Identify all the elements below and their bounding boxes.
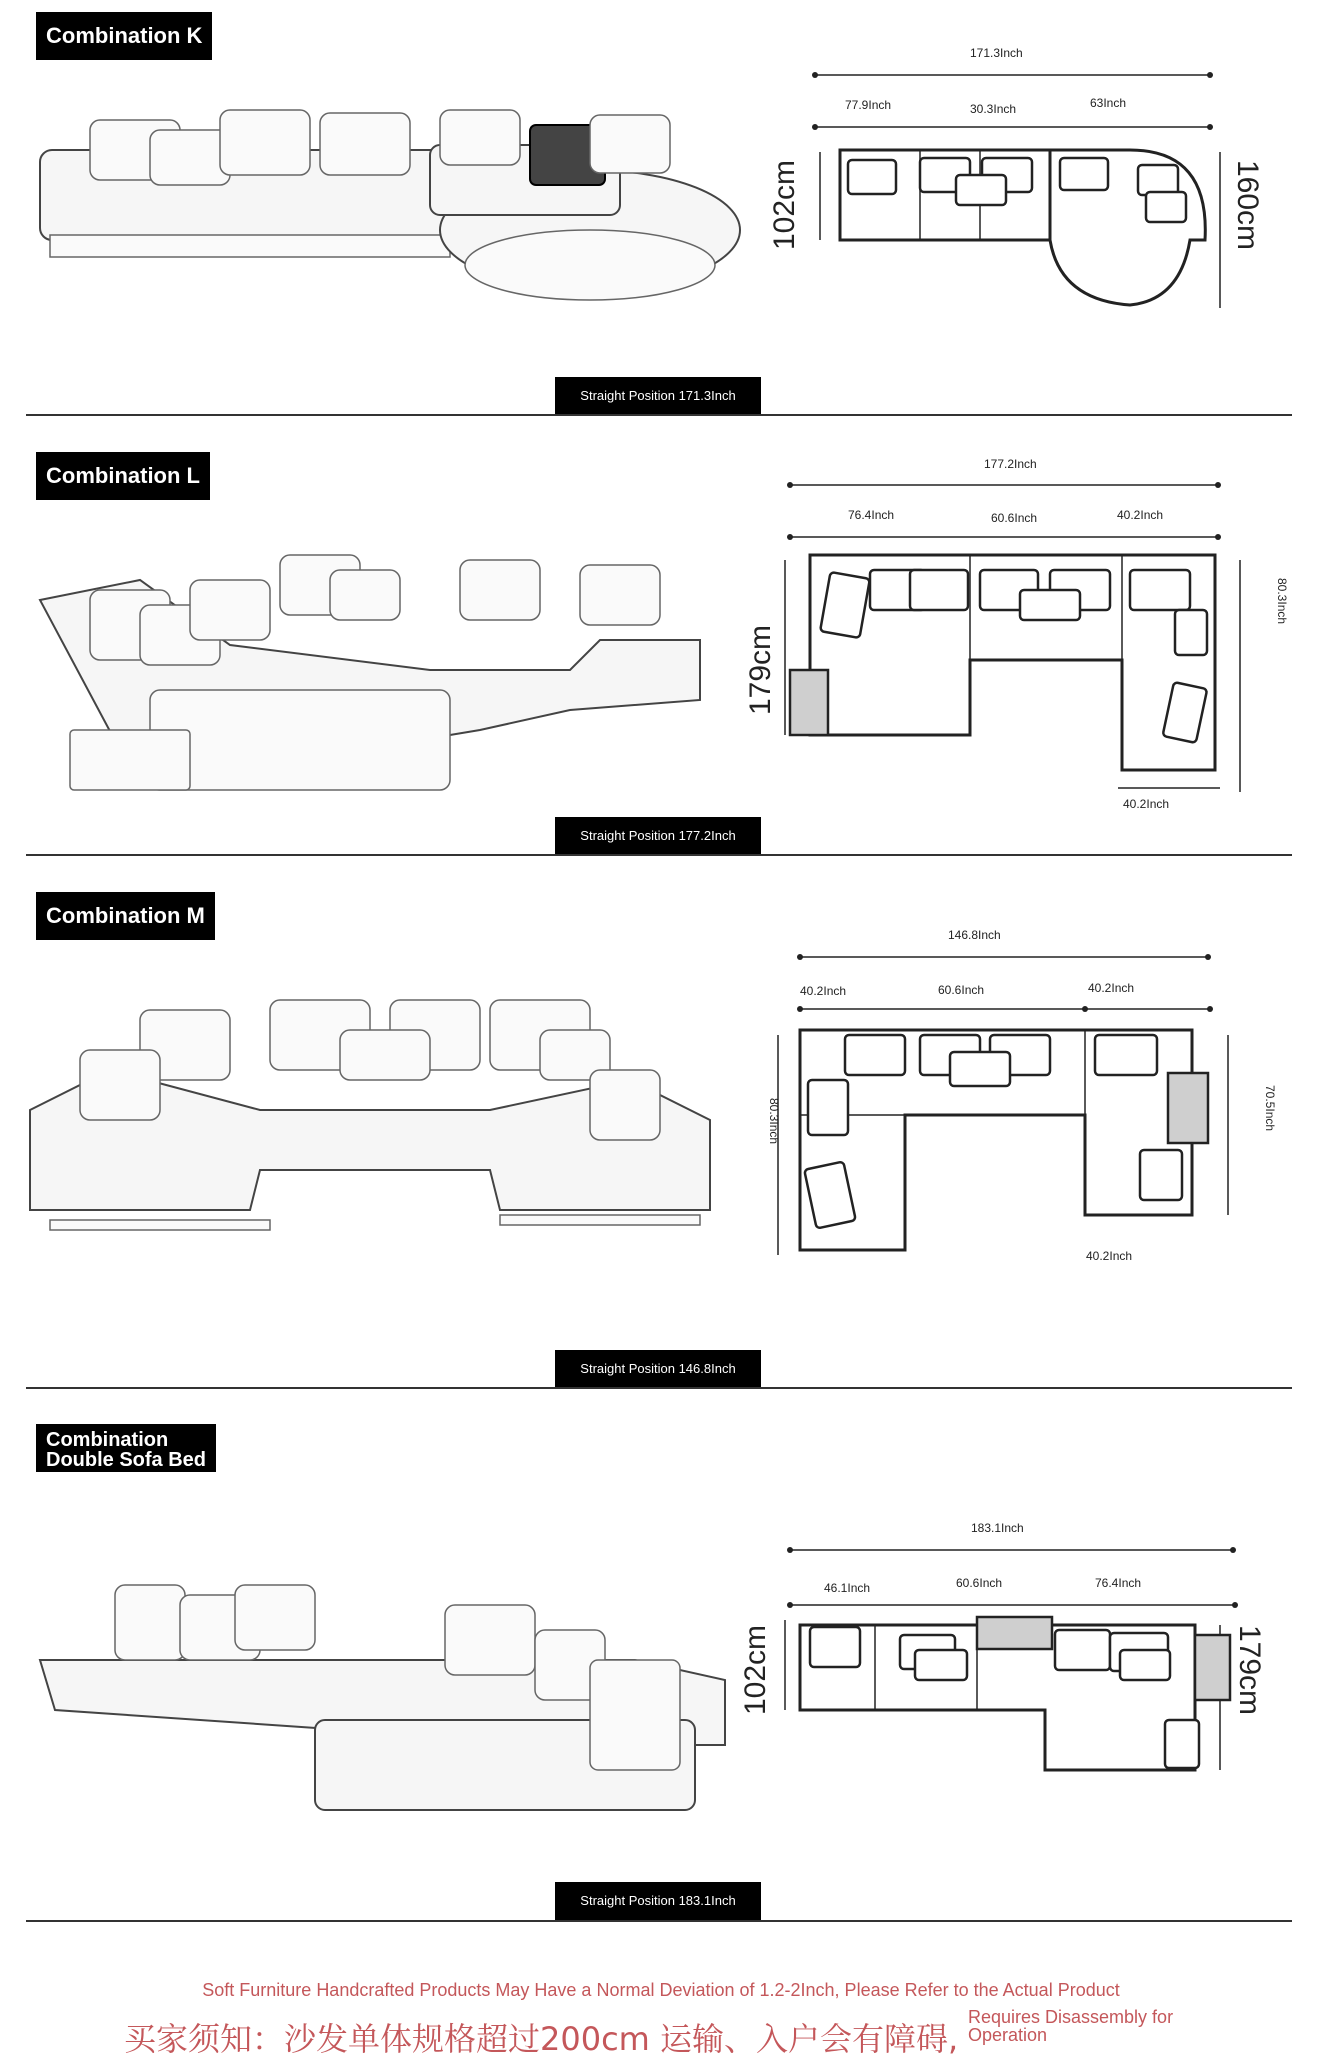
straight-position-label: Straight Position 177.2Inch	[555, 817, 761, 855]
straight-position-label: Straight Position 171.3Inch	[555, 377, 761, 415]
combination-tag: Combination K	[36, 12, 212, 60]
deviation-note: Soft Furniture Handcrafted Products May Have a Normal Deviation of 1.2-2Inch, Please Refer to the Actual Product	[202, 1980, 1120, 2000]
dim-seg3: 76.4Inch	[1095, 1576, 1142, 1590]
dim-right: 179cm	[1233, 1625, 1266, 1716]
sofa-sketch-l	[30, 520, 720, 780]
dim-total: 183.1Inch	[971, 1521, 1024, 1535]
section-combination-m	[0, 880, 1322, 1400]
floor-plan-m	[760, 910, 1320, 1370]
sofa-sketch-m	[30, 990, 720, 1230]
dim-right: 80.3Inch	[1275, 578, 1289, 625]
dim-seg1: 46.1Inch	[824, 1581, 871, 1595]
dim-seg3: 63Inch	[1090, 96, 1127, 110]
dim-seg2: 30.3Inch	[970, 102, 1017, 116]
dim-seg3: 40.2Inch	[1088, 981, 1135, 995]
floor-plan-k	[760, 40, 1320, 320]
section-divider	[26, 1920, 1292, 1922]
section-combination-sofa-bed	[0, 1420, 1322, 1940]
combination-tag: Combination M	[36, 892, 215, 940]
dim-seg2: 60.6Inch	[991, 511, 1038, 525]
combination-tag-line2: Double Sofa Bed	[46, 1449, 207, 1471]
dim-total: 171.3Inch	[970, 46, 1023, 60]
section-divider	[26, 854, 1292, 856]
buyer-notice-cn: 买家须知：沙发单体规格超过200cm 运输、入户会有障碍,	[124, 2020, 959, 2058]
dim-total: 177.2Inch	[984, 457, 1037, 471]
sofa-sketch-k	[30, 95, 720, 305]
sofa-sketch-sofa-bed	[35, 1570, 725, 1810]
dim-left: 102cm	[739, 1624, 772, 1715]
dim-seg1: 40.2Inch	[800, 984, 847, 998]
dim-depth: 102cm	[768, 159, 801, 250]
dim-seg1: 76.4Inch	[848, 508, 895, 522]
straight-position-label: Straight Position 183.1Inch	[555, 1882, 761, 1920]
dim-left: 80.3Inch	[767, 1098, 781, 1145]
combination-tag: Combination L	[36, 452, 210, 500]
section-divider	[26, 1387, 1292, 1389]
section-divider	[26, 414, 1292, 416]
section-combination-k	[0, 0, 1322, 420]
combination-tag	[36, 1424, 216, 1472]
floor-plan-l	[744, 457, 1310, 830]
combination-tag-line1: Combination	[46, 1429, 169, 1451]
dim-seg2: 60.6Inch	[938, 983, 985, 997]
dim-seg2: 60.6Inch	[956, 1576, 1003, 1590]
disassembly-note: Requires Disassembly for Operation	[968, 2007, 1174, 2045]
dim-seg1: 77.9Inch	[845, 98, 892, 112]
dim-right: 70.5Inch	[1263, 1085, 1277, 1132]
floor-plan-sofa-bed	[739, 1505, 1322, 1795]
dim-bottom: 40.2Inch	[1123, 797, 1170, 811]
straight-position-label: Straight Position 146.8Inch	[555, 1350, 761, 1388]
dim-seg3: 40.2Inch	[1117, 508, 1164, 522]
section-combination-l	[0, 440, 1322, 860]
dim-left: 179cm	[744, 624, 777, 715]
dim-total: 146.8Inch	[948, 928, 1001, 942]
dim-right: 160cm	[1231, 160, 1264, 251]
dim-bottom: 40.2Inch	[1086, 1249, 1133, 1263]
